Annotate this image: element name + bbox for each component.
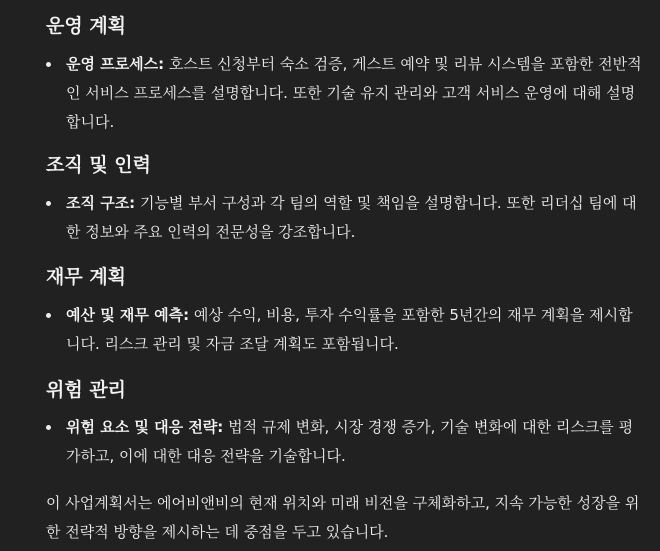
- list-item-text: 예상 수익, 비용, 투자 수익률을 포함한 5년간의 재무 계획을 제시합니다. 리스크 관리 및 자금 조달 계획도 포함됩니다.: [66, 306, 633, 353]
- list-item: [46, 301, 642, 359]
- list-item: [46, 413, 642, 471]
- section-heading-risk: 위험 관리: [46, 379, 127, 401]
- list-item: [46, 50, 642, 137]
- list-item-title: 운영 프로세스:: [66, 55, 165, 73]
- bullet-icon: [46, 425, 51, 430]
- section-heading-finance: 재무 계획: [46, 266, 127, 288]
- list-item-title: 조직 구조:: [66, 194, 136, 212]
- list-item-text: 법적 규제 변화, 시장 경쟁 증가, 기술 변화에 대한 리스크를 평가하고, 이에 대한 대응 전략을 기술합니다.: [66, 418, 634, 465]
- section-heading-operations: 운영 계획: [46, 15, 127, 37]
- list-item-text: 기능별 부서 구성과 각 팀의 역할 및 책임을 설명합니다. 또한 리더십 팀에 대한 정보와 주요 인력의 전문성을 강조합니다.: [66, 194, 637, 241]
- list-item-title: 예산 및 재무 예측:: [66, 306, 190, 324]
- section-list-organization: [46, 189, 642, 247]
- bullet-icon: [46, 201, 51, 206]
- bullet-icon: [46, 62, 51, 67]
- section-list-risk: [46, 413, 642, 471]
- closing-paragraph: 이 사업계획서는 에어비앤비의 현재 위치와 미래 비전을 구체화하고, 지속 가능한 성장을 위한 전략적 방향을 제시하는 데 중점을 두고 있습니다.: [46, 494, 640, 541]
- list-item: [46, 189, 642, 247]
- section-heading-organization: 조직 및 인력: [46, 154, 151, 176]
- list-item-title: 위험 요소 및 대응 전략:: [66, 418, 224, 436]
- bullet-icon: [46, 313, 51, 318]
- section-list-operations: [46, 50, 642, 137]
- list-item-text: 호스트 신청부터 숙소 검증, 게스트 예약 및 리뷰 시스템을 포함한 전반적인 서비스 프로세스를 설명합니다. 또한 기술 유지 관리와 고객 서비스 운영에 대해 설명합니다.: [66, 55, 642, 131]
- section-list-finance: [46, 301, 642, 359]
